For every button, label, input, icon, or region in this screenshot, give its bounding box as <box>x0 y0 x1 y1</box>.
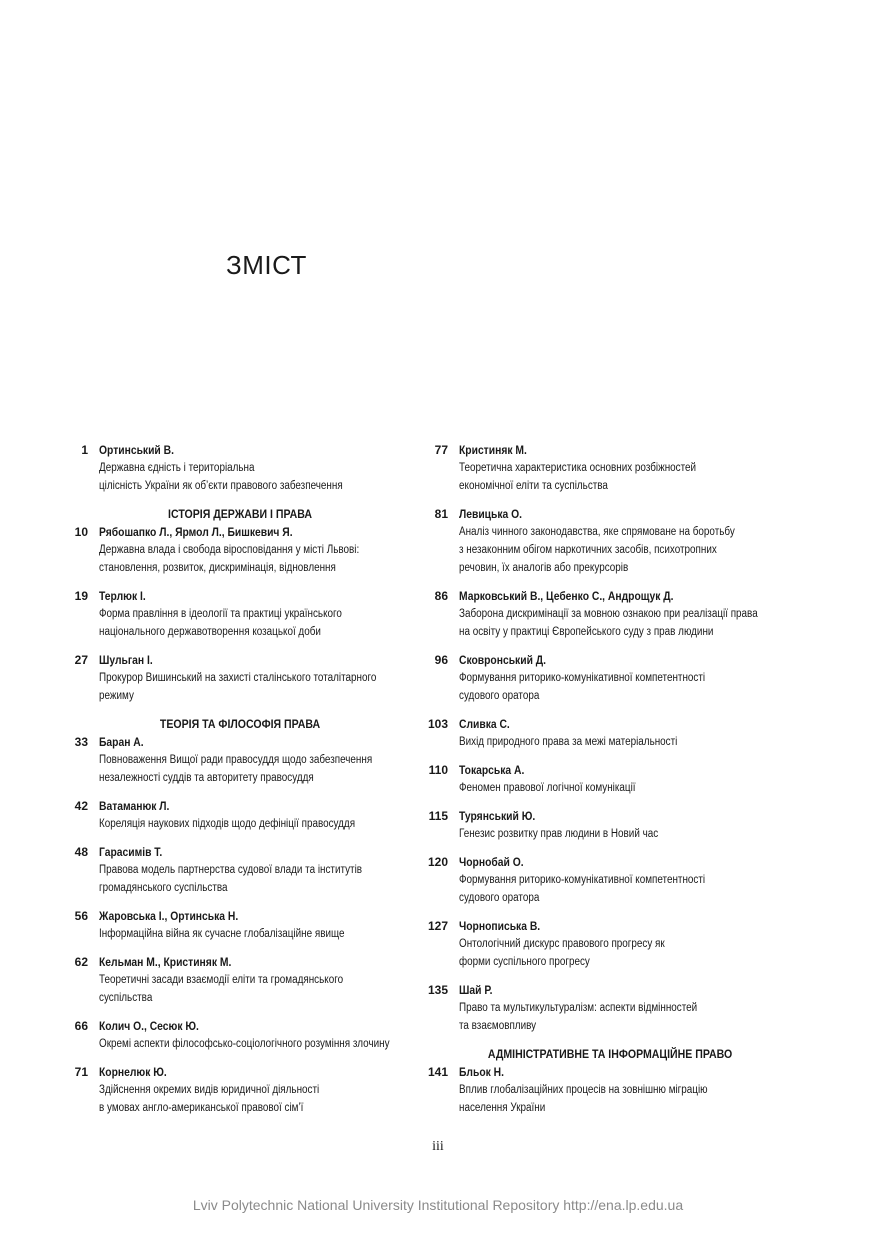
toc-entry[interactable] <box>420 441 800 495</box>
toc-article-title: Заборона дискримінації за мовною ознакою при реалізації права на освіту у практиці Європейського суду з прав людини <box>459 608 758 638</box>
toc-author: Левицька О. <box>459 507 523 521</box>
toc-article-title: Формування риторико-комунікативної компетентності судового оратора <box>459 874 706 904</box>
toc-article-title: Форма правління в ідеології та практиці українського національного державотворення козацької доби <box>99 608 342 638</box>
toc-entry[interactable] <box>420 917 800 971</box>
toc-article-title: Феномен правової логічної комунікації <box>459 782 636 794</box>
toc-article-title: Державна єдність і територіальна цілісність України як об’єкти правового забезпечення <box>99 462 343 492</box>
toc-page-number: 48 <box>74 845 88 859</box>
toc-author: Кристиняк М. <box>459 443 527 457</box>
toc-page-number: 66 <box>74 1019 88 1033</box>
toc-article-title: Повноваження Вищої ради правосуддя щодо забезпечення незалежності суддів та авторитету правосуддя <box>99 754 373 784</box>
section-heading: ТЕОРІЯ ТА ФІЛОСОФІЯ ПРАВА <box>159 717 321 731</box>
toc-entry[interactable] <box>60 441 420 495</box>
toc-entry[interactable] <box>420 853 800 907</box>
toc-author: Бльок Н. <box>459 1065 504 1079</box>
toc-article-title: Правова модель партнерства судової влади та інститутів громадянського суспільства <box>99 864 363 894</box>
toc-left-column <box>60 441 420 1127</box>
toc-entry[interactable] <box>60 587 420 641</box>
toc-page-number: 77 <box>434 443 448 457</box>
toc-entry[interactable] <box>420 981 800 1035</box>
toc-author: Корнелюк Ю. <box>99 1065 167 1079</box>
toc-entry[interactable] <box>60 733 420 787</box>
toc-author: Ватаманюк Л. <box>99 799 170 813</box>
toc-author: Марковський В., Цебенко С., Андрощук Д. <box>459 589 674 603</box>
section-heading: ІСТОРІЯ ДЕРЖАВИ І ПРАВА <box>168 507 312 521</box>
toc-article-title: Теоретична характеристика основних розбіжностей економічної еліти та суспільства <box>459 462 697 492</box>
toc-author: Сковронський Д. <box>459 653 546 667</box>
toc-page-number: 127 <box>427 919 448 933</box>
toc-entry[interactable] <box>60 907 420 943</box>
toc-entry[interactable] <box>420 761 800 797</box>
toc-page-number: 96 <box>434 653 448 667</box>
toc-entry[interactable] <box>420 505 800 577</box>
toc-author: Чорнописька В. <box>459 919 541 933</box>
toc-entry[interactable] <box>60 843 420 897</box>
toc-article-title: Право та мультикультуралізм: аспекти відмінностей та взаємовпливу <box>459 1002 698 1032</box>
toc-author: Гарасимів Т. <box>99 845 163 859</box>
toc-entry[interactable] <box>420 587 800 641</box>
toc-author: Ортинський В. <box>99 443 174 457</box>
toc-entry[interactable] <box>420 715 800 751</box>
toc-entry[interactable] <box>60 1017 420 1053</box>
toc-entry[interactable] <box>420 651 800 705</box>
toc-page-number: 42 <box>74 799 88 813</box>
toc-page-number: 27 <box>74 653 88 667</box>
toc-entry[interactable] <box>60 797 420 833</box>
toc-author: Рябошапко Л., Ярмол Л., Бишкевич Я. <box>99 525 293 539</box>
toc-page-number: 71 <box>74 1065 88 1079</box>
page-title: ЗМІСТ <box>226 250 307 280</box>
toc-author: Шульган І. <box>99 653 153 667</box>
page-number: iii <box>432 1139 444 1154</box>
toc-author: Чорнобай О. <box>459 855 524 869</box>
toc-page-number: 120 <box>427 855 448 869</box>
toc-author: Шай Р. <box>459 983 493 997</box>
toc-author: Баран А. <box>99 735 144 749</box>
toc-entry[interactable] <box>60 651 420 705</box>
toc-article-title: Державна влада і свобода віросповідання у місті Львові: становлення, розвиток, дискримінація, відновлення <box>99 544 360 574</box>
toc-author: Жаровська І., Ортинська Н. <box>99 909 239 923</box>
toc-author: Колич О., Сесюк Ю. <box>99 1019 199 1033</box>
toc-article-title: Аналіз чинного законодавства, яке спрямоване на боротьбу з незаконним обігом наркотичних засобів, психотропних речовин, їх аналогів або прекурсорів <box>459 526 735 574</box>
toc-article-title: Прокурор Вишинський на захисті сталінського тоталітарного режиму <box>99 672 377 702</box>
toc-author: Сливка С. <box>459 717 510 731</box>
toc-page-number: 141 <box>427 1065 448 1079</box>
toc-entry[interactable] <box>60 953 420 1007</box>
toc-article-title: Інформаційна війна як сучасне глобалізаційне явище <box>99 928 345 940</box>
toc-page-number: 110 <box>428 763 448 777</box>
toc-article-title: Вихід природного права за межі матеріальності <box>459 736 678 748</box>
toc-article-title: Теоретичні засади взаємодії еліти та громадянського суспільства <box>99 974 344 1004</box>
toc-article-title: Кореляція наукових підходів щодо дефініції правосуддя <box>99 818 356 830</box>
toc-page-number: 115 <box>428 809 448 823</box>
toc-page-number: 10 <box>74 525 88 539</box>
toc-entry[interactable] <box>60 1063 420 1117</box>
toc-page-number: 103 <box>427 717 448 731</box>
toc-article-title: Окремі аспекти філософсько-соціологічного розуміння злочину <box>99 1038 390 1050</box>
repository-footer: Lviv Polytechnic National University Institutional Repository http://ena.lp.edu.ua <box>192 1197 684 1213</box>
toc-entry[interactable] <box>420 807 800 843</box>
toc-article-title: Генезис розвитку прав людини в Новий час <box>459 828 659 840</box>
toc-page-number: 1 <box>81 443 88 457</box>
toc-entry[interactable] <box>420 1063 800 1117</box>
toc-page-number: 86 <box>434 589 448 603</box>
toc-author: Токарська А. <box>459 763 525 777</box>
toc-page-number: 81 <box>434 507 448 521</box>
toc-author: Турянський Ю. <box>459 809 536 823</box>
toc-page-number: 33 <box>74 735 88 749</box>
toc-article-title: Вплив глобалізаційних процесів на зовнішню міграцію населення України <box>459 1084 708 1114</box>
section-heading: АДМІНІСТРАТИВНЕ ТА ІНФОРМАЦІЙНЕ ПРАВО <box>487 1047 733 1061</box>
toc-page-number: 56 <box>74 909 88 923</box>
toc-entry[interactable] <box>60 523 420 577</box>
toc-article-title: Онтологічний дискурс правового прогресу як форми суспільного прогресу <box>459 938 665 968</box>
toc-page-number: 19 <box>74 589 88 603</box>
toc-page-number: 135 <box>427 983 448 997</box>
toc-article-title: Формування риторико-комунікативної компетентності судового оратора <box>459 672 706 702</box>
toc-page-number: 62 <box>74 955 88 969</box>
toc-author: Терлюк І. <box>99 589 146 603</box>
toc-article-title: Здійснення окремих видів юридичної діяльності в умовах англо-американської правової сім’ї <box>99 1084 320 1114</box>
toc-author: Кельман М., Кристиняк М. <box>99 955 232 969</box>
toc-right-column <box>420 441 800 1127</box>
